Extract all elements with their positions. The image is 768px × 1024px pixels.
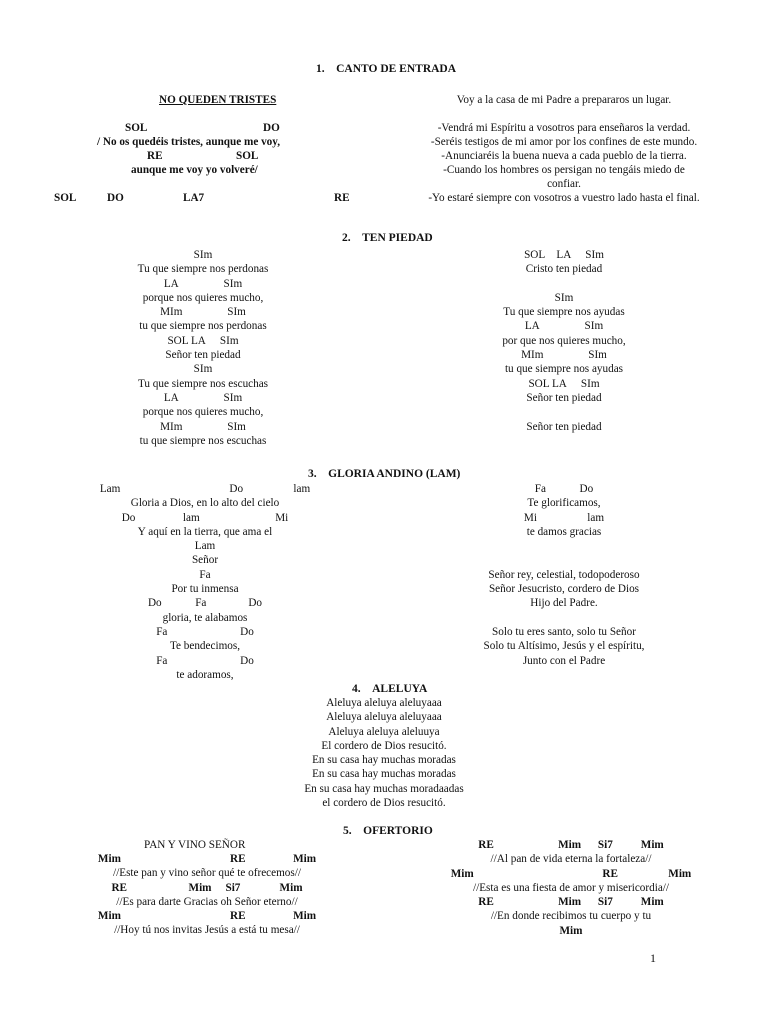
verse-line: -Cuando los hombres os persigan no tengáis miedo de — [443, 164, 685, 176]
lyric-line: tu que siempre nos perdonas — [139, 320, 267, 333]
chord: SOL — [125, 122, 148, 134]
lyric-line: El cordero de Dios resucitó. — [321, 739, 447, 752]
aleluya-lyrics — [270, 696, 498, 810]
chord: RE — [334, 192, 350, 204]
ten-piedad-right-column — [464, 248, 664, 434]
lyric-line: tu que siempre nos escuchas — [139, 434, 267, 447]
chord-line: Mi lam — [523, 511, 605, 524]
chord-line: LA SIm — [524, 320, 604, 333]
lyric-line: //Este pan y vino señor qué te ofrecemos// — [113, 867, 301, 880]
spacer — [454, 539, 674, 553]
lyric-line: te adoramos, — [176, 668, 234, 681]
lyric-line: En su casa hay muchas moradas — [312, 754, 456, 767]
lyric-line: aunque me voy yo volveré/ — [131, 164, 258, 176]
chord: LA7 — [183, 192, 205, 204]
lyric-line: por que nos quieres mucho, — [502, 334, 626, 347]
chord-line: RE Mim Si7 Mim — [111, 881, 303, 894]
lyric-line: Cristo ten piedad — [525, 263, 603, 276]
ten-piedad-left-column — [103, 248, 303, 448]
chord-line: Fa Do — [534, 483, 594, 495]
lyric-line: Te bendecimos, — [169, 640, 241, 653]
lyric-line: //En donde recibimos tu cuerpo y tu — [490, 910, 652, 923]
chord-line: MIm SIm — [160, 306, 246, 319]
lyric-line: Señor ten piedad — [526, 391, 602, 404]
section-title-canto-de-entrada: 1. CANTO DE ENTRADA — [316, 63, 457, 75]
lyric-line: tu que siempre nos ayudas — [504, 363, 624, 376]
lyric-line: / No os quedéis tristes, aunque me voy, — [97, 136, 281, 148]
song-title-pan-y-vino: PAN Y VINO SEÑOR — [144, 839, 246, 851]
lyric-line: el cordero de Dios resucitó. — [322, 797, 446, 810]
chord: RE — [147, 150, 163, 162]
ofertorio-right-column — [440, 838, 702, 938]
song-title-no-queden-tristes: NO QUEDEN TRISTES — [159, 94, 277, 106]
lyric-line: Por tu inmensa — [171, 583, 239, 596]
verse-line: confiar. — [547, 178, 581, 190]
chord-line: SIm — [554, 291, 574, 304]
chord-line: LA SIm — [163, 391, 243, 404]
ofertorio-left-column — [83, 852, 331, 938]
lyric-line: Y aquí en la tierra, que ama el — [137, 525, 273, 538]
chord-line: SOL LA SIm — [528, 377, 600, 390]
verse-line: -Seréis testigos de mi amor por los confines de este mundo. — [430, 136, 698, 148]
chord-line: Mim RE Mim — [97, 853, 317, 865]
lyric-line: Te glorificamos, — [527, 497, 601, 510]
section-title-aleluya: 4. ALELUYA — [352, 683, 428, 695]
lyric-line: Solo tu eres santo, solo tu Señor — [492, 625, 636, 638]
lyric-line: porque nos quieres mucho, — [142, 406, 264, 419]
gloria-right-column — [454, 482, 674, 668]
lyric-line: En su casa hay muchas moradaadas — [304, 782, 464, 795]
chord-line: Lam — [194, 540, 216, 553]
lyric-line: Solo tu Altísimo, Jesús y el espíritu, — [483, 640, 645, 653]
lyric-line: //Al pan de vida eterna la fortaleza// — [490, 853, 652, 866]
chord-line: Mim — [559, 924, 583, 937]
chord-line: LA SIm — [163, 277, 243, 290]
lyric-line: Tu que siempre nos ayudas — [503, 306, 625, 319]
lyric-line: Aleluya aleluya aleluyaaa — [326, 711, 442, 724]
lyric-line: te damos gracias — [526, 525, 602, 538]
lyric-line: Señor — [191, 554, 219, 567]
chord: SOL — [54, 192, 77, 204]
chord-line: SIm — [193, 363, 213, 376]
lyric-line: Junto con el Padre — [522, 654, 606, 667]
chord-line: Fa Do — [156, 625, 254, 638]
section-title-gloria-andino: 3. GLORIA ANDINO (LAM) — [308, 468, 461, 480]
lyric-line: Aleluya aleluya aleluuya — [328, 725, 440, 738]
page-number: 1 — [650, 951, 656, 965]
verse-line: -Vendrá mi Espíritu a vosotros para enseñaros la verdad. — [437, 122, 691, 134]
lyric-line: //Hoy tú nos invitas Jesús a está tu mesa// — [114, 924, 300, 937]
chord-line: Fa — [199, 568, 211, 581]
chord-line: SOL LA SIm — [167, 334, 239, 347]
chord-line: Mim RE Mim — [450, 867, 692, 880]
chord: DO — [107, 192, 124, 204]
spacer — [464, 405, 664, 419]
gloria-left-column — [99, 482, 311, 682]
verse-line: -Anunciaréis la buena nueva a cada pueblo de la tierra. — [441, 150, 687, 162]
section-title-ten-piedad: 2. TEN PIEDAD — [342, 232, 433, 244]
spacer — [454, 553, 674, 567]
lyric-line: Tu que siempre nos perdonas — [137, 263, 269, 276]
verse-line: -Yo estaré siempre con vosotros a vuestro lado hasta el final. — [428, 192, 700, 204]
chord-line: Do Fa Do — [147, 597, 263, 610]
chord-line: SOL LA SIm — [524, 249, 604, 261]
lyric-line: Gloria a Dios, en lo alto del cielo — [130, 497, 280, 510]
lyric-line: En su casa hay muchas moradas — [312, 768, 456, 781]
chord: DO — [263, 122, 280, 134]
chord-line: RE Mim Si7 Mim — [478, 896, 664, 909]
lyric-line: //Es para darte Gracias oh Señor eterno// — [116, 895, 298, 908]
lyric-line: porque nos quieres mucho, — [142, 291, 264, 304]
lyric-line: Señor Jesucristo, cordero de Dios — [488, 583, 640, 596]
lyric-line: //Esta es una fiesta de amor y misericordia// — [472, 881, 670, 894]
lyric-line: Tu que siempre nos escuchas — [137, 377, 269, 390]
chord-line: Lam Do lam — [99, 483, 311, 495]
chord-line: Fa Do — [156, 654, 254, 667]
chord-line: MIm SIm — [521, 349, 607, 362]
lyric-line: Señor ten piedad — [526, 420, 602, 433]
chord-line: RE Mim Si7 Mim — [478, 839, 664, 851]
section-title-ofertorio: 5. OFERTORIO — [343, 825, 433, 837]
lyric-line: Señor rey, celestial, todopoderoso — [488, 568, 640, 581]
spacer — [454, 611, 674, 625]
chord-line: Mim RE Mim — [97, 910, 317, 923]
chord-line: MIm SIm — [160, 420, 246, 433]
chord-line: SIm — [193, 249, 213, 261]
lyric-line: Señor ten piedad — [165, 349, 241, 362]
chord: SOL — [236, 150, 259, 162]
lyric-line: Hijo del Padre. — [530, 597, 598, 610]
spacer — [464, 277, 664, 291]
lyric-line: Aleluya aleluya aleluyaaa — [326, 697, 442, 709]
chord-line: Do lam Mi — [121, 511, 289, 524]
verse-intro: Voy a la casa de mi Padre a prepararos un lugar. — [456, 94, 672, 106]
lyric-line: gloria, te alabamos — [162, 611, 248, 624]
